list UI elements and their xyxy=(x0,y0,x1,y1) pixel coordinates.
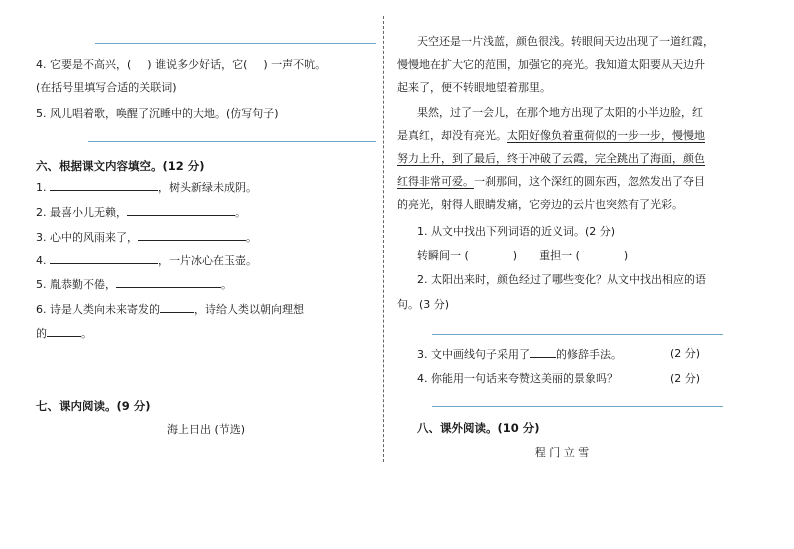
q3-tail: 的修辞手法。 xyxy=(556,348,622,361)
passage-p1-line2: 慢慢地在扩大它的范围，加强它的亮光。我知道太阳要从天边升 xyxy=(397,58,705,71)
passage-text: 是真红，却没有亮光。 xyxy=(397,129,507,142)
reading-q2-line1: 2. 太阳出来时，颜色经过了哪些变化？从文中找出相应的语 xyxy=(417,273,706,286)
underlined-sentence: 努力上升，到了最后，终于冲破了云霞，完全跳出了海面，颜色 xyxy=(397,152,705,165)
fill-6-blank-2[interactable] xyxy=(47,325,81,337)
passage-p1-line3: 起来了，便不转眼地望着那里。 xyxy=(397,81,551,94)
fill-3-blank[interactable] xyxy=(138,229,246,241)
reading-q4-points: (2 分) xyxy=(670,372,701,385)
question-5: 5. 风儿唱着歌，唤醒了沉睡中的大地。(仿写句子) xyxy=(36,107,279,120)
fill-5-tail: 。 xyxy=(221,278,232,291)
fill-3 xyxy=(36,229,257,245)
q4-part-c: ) 一声不吭。 xyxy=(263,58,327,71)
reading-q2-line2: 句。(3 分) xyxy=(397,298,450,311)
question-4 xyxy=(36,57,326,72)
question-4-note: (在括号里填写合适的关联词) xyxy=(36,81,177,94)
fill-6-line2 xyxy=(36,325,92,341)
fill-6-end: 。 xyxy=(81,327,92,340)
fill-4 xyxy=(36,252,257,268)
fill-2-tail: 。 xyxy=(235,206,246,219)
fill-4-blank[interactable] xyxy=(50,252,158,264)
section-8-title: 八、课外阅读。(10 分) xyxy=(417,421,540,435)
underlined-sentence: 太阳好像负着重荷似的一步一步，慢慢地 xyxy=(507,129,705,142)
reading-q1-words xyxy=(417,248,628,263)
reading-q3-points: (2 分) xyxy=(670,347,701,360)
fill-1-blank[interactable] xyxy=(50,179,158,191)
fill-3-head: 3. 心中的风雨来了， xyxy=(36,231,138,244)
passage-p2-line3 xyxy=(397,151,705,166)
passage-title: 海上日出 (节选) xyxy=(166,423,246,436)
fill-1-num: 1. xyxy=(36,181,47,194)
passage-p2-line2 xyxy=(397,128,705,143)
answer-line[interactable] xyxy=(432,334,723,335)
passage-p2-line5: 的亮光，射得人眼睛发痛，它旁边的云片也突然有了光彩。 xyxy=(397,198,683,211)
fill-6-blank-1[interactable] xyxy=(160,301,194,313)
q1-word-a: 转瞬间一 ( xyxy=(417,249,469,262)
reading-q4: 4. 你能用一句话来夸赞这美丽的景象吗？ xyxy=(417,372,618,385)
answer-line[interactable] xyxy=(95,43,376,44)
passage-text: 一刹那间，这个深红的圆东西，忽然发出了夺目 xyxy=(474,175,705,188)
reading-q3 xyxy=(417,346,622,362)
q4-part-b: ) 谁说多少好话，它( xyxy=(147,58,248,71)
q1-word-a-end: ) xyxy=(512,249,518,262)
fill-6 xyxy=(36,301,304,317)
fill-5-blank[interactable] xyxy=(116,276,221,288)
fill-2-blank[interactable] xyxy=(127,204,235,216)
passage-p2-line1: 果然，过了一会儿，在那个地方出现了太阳的小半边脸，红 xyxy=(417,106,703,119)
column-divider xyxy=(383,16,384,462)
story-title: 程 门 立 雪 xyxy=(534,446,590,459)
fill-1-tail: ，树头新绿未成阴。 xyxy=(158,181,257,194)
fill-1 xyxy=(36,179,257,195)
q1-word-b-end: ) xyxy=(623,249,629,262)
section-7-title: 七、课内阅读。(9 分) xyxy=(36,399,151,413)
reading-q1: 1. 从文中找出下列词语的近义词。(2 分) xyxy=(417,225,616,238)
q4-part-a: 4. 它要是不高兴，( xyxy=(36,58,132,71)
fill-6-line2-head: 的 xyxy=(36,327,47,340)
fill-4-tail: ，一片冰心在玉壶。 xyxy=(158,254,257,267)
fill-5 xyxy=(36,276,232,292)
answer-line[interactable] xyxy=(432,406,723,407)
q1-word-b: 重担一 ( xyxy=(539,249,580,262)
fill-6-mid: ，诗给人类以朝向理想 xyxy=(194,303,304,316)
q3-head: 3. 文中画线句子采用了 xyxy=(417,348,530,361)
answer-line[interactable] xyxy=(88,141,376,142)
fill-2 xyxy=(36,204,246,220)
fill-6-head: 6. 诗是人类向未来寄发的 xyxy=(36,303,160,316)
fill-3-tail: 。 xyxy=(246,231,257,244)
section-6-title: 六、根据课文内容填空。(12 分) xyxy=(36,159,205,173)
fill-5-head: 5. 胤恭勤不倦， xyxy=(36,278,116,291)
passage-p1-line1: 天空还是一片浅蓝，颜色很浅。转眼间天边出现了一道红霞， xyxy=(417,35,714,48)
passage-p2-line4 xyxy=(397,174,705,189)
fill-4-num: 4. xyxy=(36,254,47,267)
q3-blank[interactable] xyxy=(530,346,556,358)
underlined-sentence: 红得非常可爱。 xyxy=(397,175,474,188)
fill-2-head: 2. 最喜小儿无赖， xyxy=(36,206,127,219)
